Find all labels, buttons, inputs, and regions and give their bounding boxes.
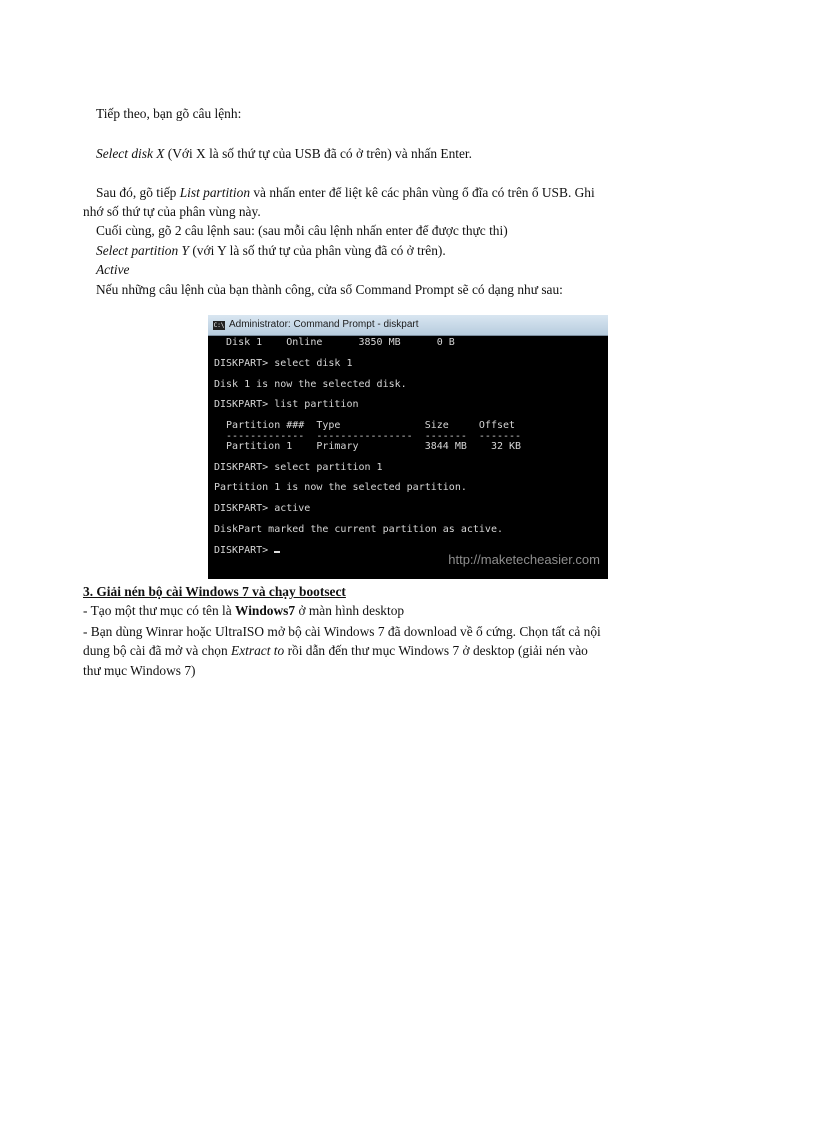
item-2-pre: dung bộ cài đã mở và chọn <box>83 643 232 658</box>
section-3-item-2-line-1: - Bạn dùng Winrar hoặc UltraISO mở bộ cài Windows 7 đã download về ổ cứng. Chọn tất cả nội <box>83 624 601 639</box>
cmd-line: Partition 1 is now the selected partition. <box>214 482 467 494</box>
cmd-line: DiskPart marked the current partition as active. <box>214 524 503 536</box>
section-3-item-2-line-2 <box>83 642 588 660</box>
cmd-line: DISKPART> <box>214 546 608 556</box>
success-text: Nếu những câu lệnh của bạn thành công, cửa sổ Command Prompt sẽ có dạng như sau: <box>96 282 563 297</box>
cmd-line: DISKPART> select partition 1 <box>214 461 383 473</box>
select-disk-command: Select disk X <box>96 146 165 161</box>
cmd-icon: C:\ <box>213 321 225 329</box>
cmd-line: DISKPART> list partition <box>214 399 359 411</box>
select-partition-line <box>96 242 446 260</box>
cmd-line: Disk 1 Online 3850 MB 0 B <box>214 337 455 348</box>
cmd-line: Partition 1 Primary 3844 MB 32 KB <box>214 440 522 452</box>
cmd-output <box>208 336 608 556</box>
cmd-line: DISKPART> select disk 1 <box>214 357 353 369</box>
list-partition-line <box>96 184 595 202</box>
item-1-pre: - Tạo một thư mục có tên là <box>83 603 236 618</box>
watermark: http://maketecheasier.com <box>448 552 600 567</box>
cmd-line: Disk 1 is now the selected disk. <box>214 378 407 390</box>
intro-text: Tiếp theo, bạn gõ câu lệnh: <box>96 106 242 121</box>
cmd-title: Administrator: Command Prompt - diskpart <box>229 319 419 330</box>
extract-to-command: Extract to <box>231 643 285 658</box>
select-disk-line <box>96 145 472 163</box>
select-disk-text: (Với X là số thứ tự của USB đã có ở trên) và nhấn Enter. <box>164 146 473 161</box>
folder-name: Windows7 <box>235 603 296 618</box>
list-partition-pre: Sau đó, gõ tiếp <box>96 185 180 200</box>
list-partition-line-2: nhớ số thứ tự của phân vùng này. <box>83 204 261 219</box>
select-partition-text: (với Y là số thứ tự của phân vùng đã có ở trên). <box>188 243 446 258</box>
section-3-heading: 3. Giải nén bộ cài Windows 7 và chạy bootsect <box>83 584 346 599</box>
final-commands-text: Cuối cùng, gõ 2 câu lệnh sau: (sau mỗi câu lệnh nhấn enter để được thực thi) <box>96 223 508 238</box>
list-partition-text: và nhấn enter để liệt kê các phân vùng ổ đĩa có trên ổ USB. Ghi <box>250 185 595 200</box>
cmd-cursor <box>274 551 280 553</box>
cmd-line: Partition ### Type Size Offset <box>214 420 516 432</box>
list-partition-command: List partition <box>179 185 251 200</box>
cmd-line <box>214 369 608 379</box>
cmd-line: DISKPART> active <box>214 503 311 515</box>
command-prompt-screenshot <box>208 315 608 579</box>
active-command: Active <box>96 262 130 277</box>
cmd-line: ------------- ---------------- ------- ------- <box>214 430 522 442</box>
item-2-rest: rồi dẫn đến thư mục Windows 7 ở desktop (giải nén vào <box>284 643 588 658</box>
section-3-item-2-line-3: thư mục Windows 7) <box>83 663 196 678</box>
item-1-rest: ở màn hình desktop <box>295 603 405 618</box>
cmd-title-bar <box>208 315 608 336</box>
section-3-item-1 <box>83 602 404 620</box>
select-partition-command: Select partition Y <box>96 243 189 258</box>
